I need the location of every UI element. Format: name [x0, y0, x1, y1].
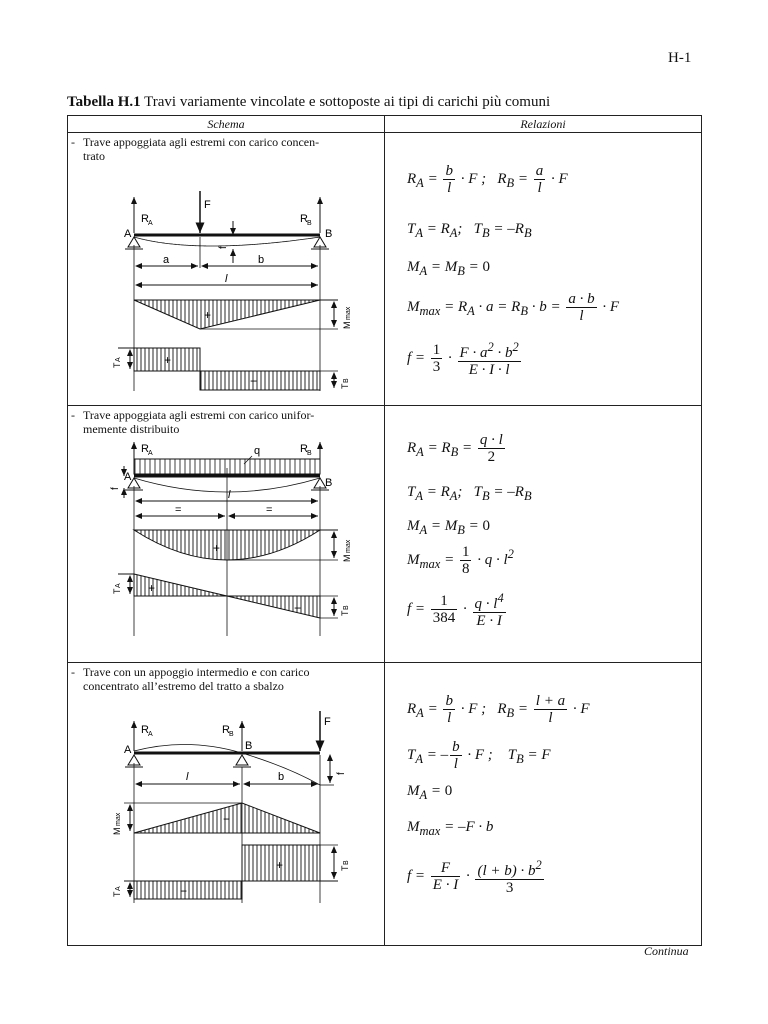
svg-text:A: A [124, 471, 132, 483]
svg-text:T: T [340, 865, 350, 871]
svg-text:R: R [141, 724, 149, 736]
table-caption-label: Tabella H.1 [67, 94, 141, 110]
schema-cell-2 [68, 406, 385, 663]
svg-text:f: f [336, 772, 347, 775]
svg-text:R: R [141, 213, 149, 225]
svg-text:+: + [204, 308, 212, 322]
table-caption-text: Travi variamente vincolate e sottoposte ai tipi di carichi più comuni [144, 94, 551, 110]
beam-diagram-concentrated-load [68, 133, 385, 406]
svg-text:l: l [225, 273, 228, 285]
svg-text:−: − [223, 812, 231, 826]
continua-label: Continua [644, 944, 689, 958]
svg-text:−: − [294, 601, 302, 615]
svg-text:B: B [343, 605, 350, 610]
svg-text:l: l [186, 771, 189, 783]
relations-cell-3: $R_A$ = $\frac{b}{l}$ · F ; $R_B$ = $\frac{l + a}{l}$ · F $T_A$ = – $\frac{b}{l}$ · F ; $T_B = F$ $M_A = 0$ $M_{max} = -F \cdot b$ f = $\frac{F}{E \cdot I}$ · $\frac{(l + b) \cdot b^2}{3}$ [385, 663, 702, 946]
svg-text:T: T [340, 383, 350, 389]
svg-text:R: R [300, 213, 308, 225]
table-caption [67, 94, 550, 111]
svg-text:B: B [343, 378, 350, 383]
svg-text:R: R [300, 443, 308, 455]
svg-text:b: b [278, 771, 285, 783]
svg-text:max: max [345, 306, 352, 320]
svg-text:A: A [115, 886, 122, 891]
row-description: - Trave appoggiata agli estremi con carico unifor- memente distribuito [71, 408, 315, 436]
beam-diagram-distributed-load [68, 406, 385, 663]
relations-cell-1: $R_A$ = $\frac{b}{l}$ · F ; $R_B$ = $\frac{a}{l}$ · F $T_A = R_A$; $T_B = -R_B$ $M_A = M_B = 0$ $M_{max} = R_A \cdot a = R_B \cdot b$ = $\frac{a \cdot b}{l}$ · F f = $\frac{1}{3}$ · $\frac{F \cdot a^2 \cdot b^2}{E \cdot I \cdot l}$ [385, 133, 702, 406]
svg-text:q: q [254, 445, 261, 457]
svg-text:A: A [124, 228, 132, 240]
svg-text:A: A [148, 220, 153, 227]
svg-text:T: T [112, 362, 122, 368]
svg-text:f: f [218, 246, 229, 249]
svg-text:l: l [228, 489, 231, 501]
svg-text:F: F [204, 199, 211, 211]
svg-text:A: A [115, 357, 122, 362]
svg-text:+: + [276, 858, 284, 872]
schema-cell-3 [68, 663, 385, 946]
svg-text:M: M [342, 554, 352, 562]
svg-text:+: + [213, 541, 221, 555]
svg-text:A: A [124, 744, 132, 756]
svg-text:B: B [307, 220, 312, 227]
schema-cell-1 [68, 133, 385, 406]
svg-text:=: = [266, 504, 273, 516]
page-number: H-1 [668, 50, 692, 66]
svg-text:A: A [115, 583, 122, 588]
svg-text:B: B [343, 860, 350, 865]
svg-text:max: max [115, 812, 122, 826]
table-row [68, 406, 702, 663]
svg-text:B: B [325, 228, 333, 240]
svg-text:M: M [342, 321, 352, 329]
svg-text:R: R [141, 443, 149, 455]
svg-text:T: T [340, 610, 350, 616]
table-row [68, 133, 702, 406]
beam-table [67, 115, 702, 946]
header-relazioni: Relazioni [385, 116, 702, 133]
svg-text:B: B [325, 477, 333, 489]
svg-text:a: a [163, 254, 170, 266]
svg-text:−: − [180, 884, 188, 898]
svg-text:b: b [258, 254, 265, 266]
svg-text:B: B [307, 450, 312, 457]
svg-text:R: R [222, 724, 230, 736]
svg-text:T: T [112, 891, 122, 897]
svg-text:B: B [245, 740, 253, 752]
svg-text:F: F [324, 716, 331, 728]
svg-text:A: A [148, 731, 153, 738]
svg-text:B: B [229, 731, 234, 738]
row-description: - Trave con un appoggio intermedio e con carico concentrato all’estremo del tratto a sbalzo [71, 665, 310, 693]
svg-text:−: − [250, 374, 258, 388]
beam-diagram-overhang-load [68, 663, 385, 946]
svg-text:max: max [345, 539, 352, 553]
relations-cell-2: $R_A = R_B$ = $\frac{q \cdot l}{2}$ $T_A = R_A$; $T_B = -R_B$ $M_A = M_B = 0$ $M_{max}$ = $\frac{1}{8}$ · $q \cdot l^2$ f = $\frac{1}{384}$ · $\frac{q \cdot l^4}{E \cdot I}$ [385, 406, 702, 663]
svg-text:+: + [164, 353, 172, 367]
svg-text:f: f [110, 487, 121, 490]
svg-text:A: A [148, 450, 153, 457]
svg-text:T: T [112, 588, 122, 594]
svg-text:=: = [175, 504, 182, 516]
header-schema: Schema [68, 116, 385, 133]
svg-text:M: M [112, 827, 122, 835]
row-description: - Trave appoggiata agli estremi con carico concen- trato [71, 135, 320, 163]
svg-text:+: + [148, 581, 156, 595]
table-row [68, 663, 702, 946]
